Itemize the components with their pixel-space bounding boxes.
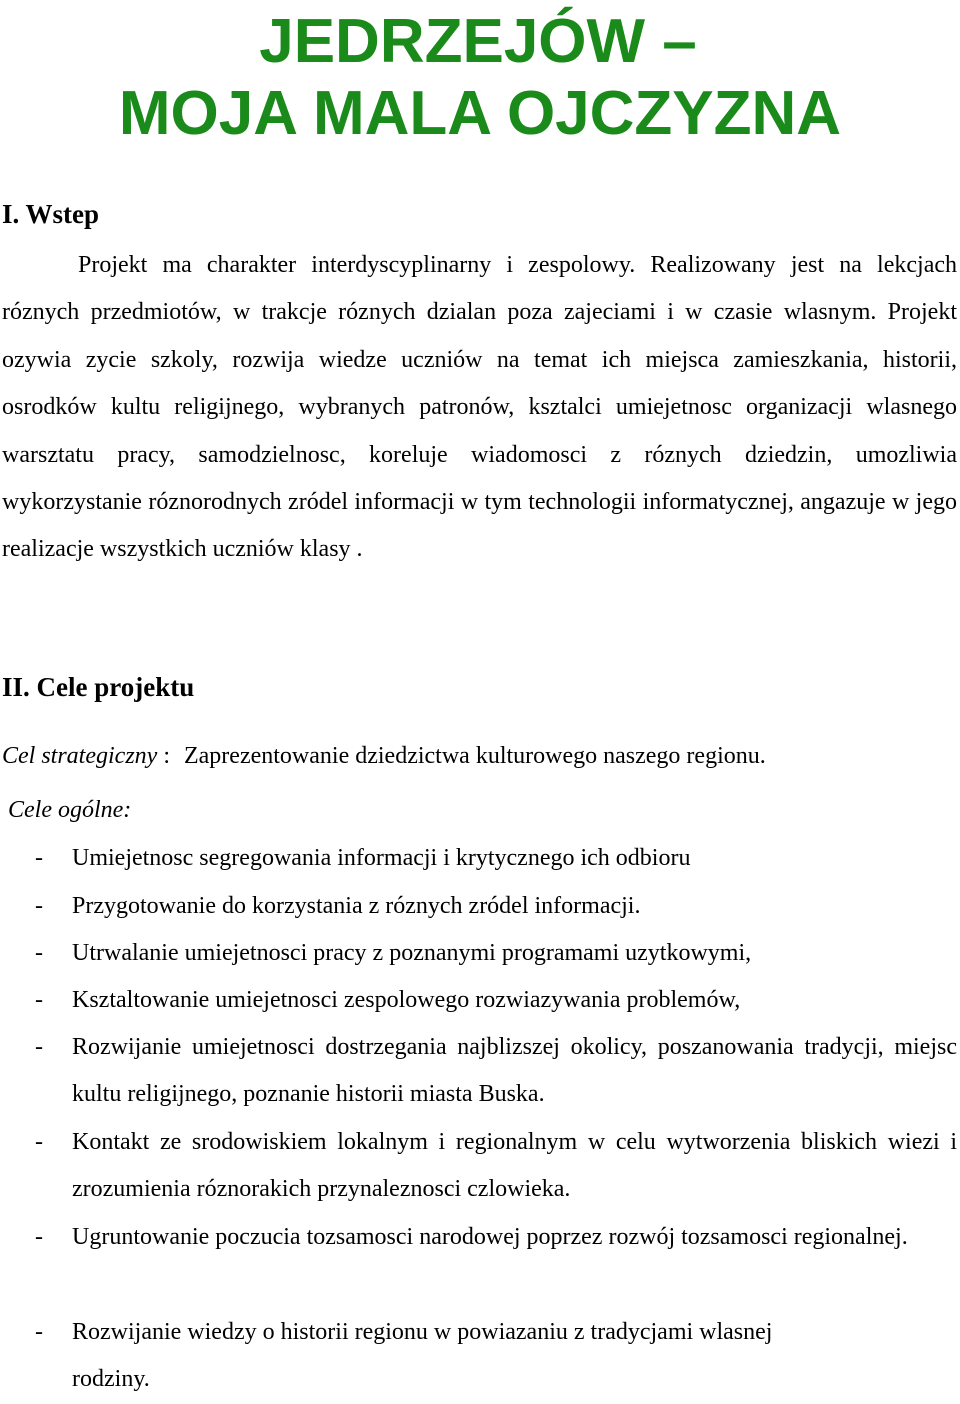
- goal-text: Umiejetnosc segregowania informacji i krytycznego ich odbioru: [72, 845, 691, 871]
- bullet-dash: -: [35, 893, 43, 919]
- list-item: [35, 1119, 957, 1214]
- list-item: [35, 930, 957, 977]
- list-item: [35, 835, 957, 882]
- goal-text: Ugruntowanie poczucia tozsamosci narodowej poprzez rozwój tozsamosci regionalnej.: [72, 1224, 908, 1250]
- goal-text: Kontakt ze srodowiskiem lokalnym i regionalnym w celu wytworzenia bliskich wiezi i zrozumienia róznorakich przynaleznosci czlowieka.: [72, 1129, 957, 1203]
- section-2-heading: II. Cele projektu: [2, 672, 195, 702]
- section-1-paragraph: Projekt ma charakter interdyscyplinarny i zespolowy. Realizowany jest na lekcjach róznych przedmiotów, w trakcje róznych dzialan poza zajeciami i w czasie wlasnym. Projekt ozywia zycie szkoly, rozwija wiedze uczniów na temat ich miejsca zamieszkania, historii, osrodków kultu religijnego, wybranych patronów, ksztalci umiejetnosc organizacji wlasnego warsztatu pracy, samodzielnosc, koreluje wiadomosci z róznych dziedzin, umozliwia wykorzystanie róznorodnych zródel informacji w tym technologii informatycznej, angazuje w jego realizacje wszystkich uczniów klasy .: [2, 252, 957, 563]
- list-item: [35, 1214, 957, 1261]
- strategic-goal-label: Cel strategiczny: [2, 743, 158, 769]
- document-title-line-1: JEDRZEJÓW –: [259, 7, 697, 76]
- list-item: [35, 977, 957, 1024]
- goal-text: Utrwalanie umiejetnosci pracy z poznanymi programami uzytkowymi,: [72, 940, 752, 966]
- bullet-dash: -: [35, 1319, 43, 1345]
- goal-text: Rozwijanie umiejetnosci dostrzegania najblizszej okolicy, poszanowania tradycji, miejsc kultu religijnego, poznanie historii miasta Buska.: [72, 1034, 957, 1108]
- bullet-dash: -: [35, 940, 43, 966]
- strategic-goal-value: Zaprezentowanie dziedzictwa kulturowego naszego regionu.: [183, 743, 766, 769]
- list-item: [35, 1024, 957, 1119]
- goal-text: Rozwijanie wiedzy o historii regionu w powiazaniu z tradycjami wlasnej rodziny.: [72, 1319, 773, 1393]
- list-item: [35, 883, 957, 930]
- document-title-line-2: MOJA MALA OJCZYZNA: [118, 79, 842, 148]
- bullet-dash: -: [35, 987, 43, 1013]
- bullet-dash: -: [35, 1224, 43, 1250]
- list-item: [35, 1309, 855, 1404]
- goal-text: Ksztaltowanie umiejetnosci zespolowego rozwiazywania problemów,: [72, 987, 741, 1013]
- strategic-goal: [2, 738, 766, 774]
- bullet-dash: -: [35, 1034, 43, 1060]
- bullet-dash: -: [35, 845, 43, 871]
- goal-text: Przygotowanie do korzystania z róznych zródel informacji.: [72, 893, 641, 919]
- strategic-goal-colon: :: [163, 743, 170, 769]
- bullet-dash: -: [35, 1129, 43, 1155]
- general-goals-label: Cele ogólne:: [8, 797, 132, 823]
- section-1-heading: I. Wstep: [2, 199, 100, 229]
